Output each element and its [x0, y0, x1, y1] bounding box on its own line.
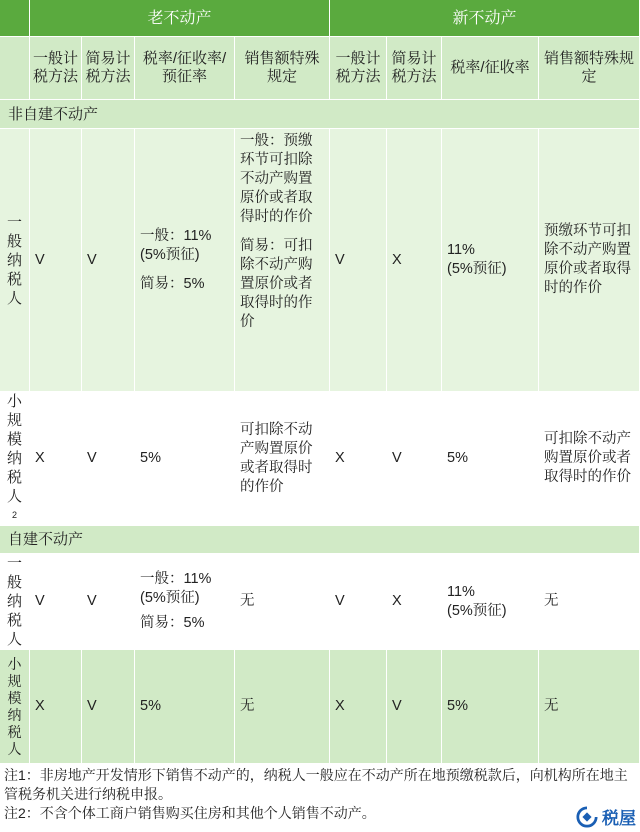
row2-old-rule: 可扣除不动产购置原价或者取得时的作价 [235, 392, 330, 526]
row1-old-rule [235, 129, 330, 392]
subheader-new-rate: 税率/征收率 [442, 37, 539, 100]
row1-old-rate-simple: 简易：5% [140, 275, 205, 292]
row4-label [0, 650, 30, 764]
row4-old-rule: 无 [235, 650, 330, 764]
row3-new-rate [442, 554, 539, 650]
row2-new-rate: 5% [442, 392, 539, 526]
row2-old-rate: 5% [135, 392, 235, 526]
row1-new-rule: 预缴环节可扣除不动产购置原价或者取得时的作价 [539, 129, 640, 392]
subheader-old-rule: 销售额特殊规定 [235, 37, 330, 100]
subheader-old-general: 一般计税方法 [30, 37, 82, 100]
section-self-built: 自建不动产 [0, 526, 640, 554]
row4-old-general: X [30, 650, 82, 764]
row1-new-rate-value: 11% [447, 242, 475, 258]
subheader-old-simple: 简易计税方法 [82, 37, 135, 100]
row2-label [0, 392, 30, 526]
row4-label-text: 小规模纳税人 [7, 655, 22, 757]
header-old-property: 老不动产 [30, 0, 330, 37]
row3-new-rate-prepay: (5%预征) [447, 602, 507, 619]
subheader-old-rate: 税率/征收率/预征率 [135, 37, 235, 100]
row2-label-wrap [7, 392, 23, 525]
row2-old-simple: V [82, 392, 135, 526]
row2-new-simple: V [387, 392, 442, 526]
row3-old-rate-general: 一般：11%(5%预征) [140, 571, 212, 606]
row4-old-rate: 5% [135, 650, 235, 764]
header-corner [0, 0, 30, 37]
row4-new-rule: 无 [539, 650, 640, 764]
section-non-self-built: 非自建不动产 [0, 100, 640, 129]
row1-new-rate [442, 129, 539, 392]
footnote-2: 注2：不含个体工商户销售购买住房和其他个人销售不动产。 [4, 805, 376, 821]
row2-new-rule: 可扣除不动产购置原价或者取得时的作价 [539, 392, 640, 526]
row3-old-rule: 无 [235, 554, 330, 650]
footnote-1: 注1：非房地产开发情形下销售不动产的，纳税人一般应在不动产所在地预缴税款后，向机构所在地主管税务机关进行纳税申报。 [4, 767, 628, 802]
row1-new-rate-prepay: (5%预征) [447, 261, 507, 277]
row1-old-general: V [30, 129, 82, 392]
row3-new-simple: X [387, 554, 442, 650]
row1-old-rate-general: 一般：11%(5%预征) [140, 227, 212, 263]
row3-label [0, 554, 30, 650]
logo-text: 税屋 [602, 809, 636, 828]
row3-new-rate-value: 11% [447, 583, 475, 600]
row4-new-simple: V [387, 650, 442, 764]
row4-new-general: X [330, 650, 387, 764]
row3-new-rule: 无 [539, 554, 640, 650]
row1-old-simple: V [82, 129, 135, 392]
row4-old-simple: V [82, 650, 135, 764]
shuiwu-logo [576, 804, 636, 829]
subheader-corner [0, 37, 30, 100]
row2-label-text: 小规模纳税人 [6, 393, 22, 505]
row1-new-general: V [330, 129, 387, 392]
row1-label [0, 129, 30, 392]
row3-old-rate [135, 554, 235, 650]
subheader-new-rule: 销售额特殊规定 [539, 37, 640, 100]
row3-label-text: 一般纳税人 [6, 555, 22, 648]
row1-old-rate [135, 129, 235, 392]
row1-label-text: 一般纳税人 [6, 213, 22, 307]
footnotes [4, 766, 636, 823]
subheader-new-simple: 简易计税方法 [387, 37, 442, 100]
row3-old-general: V [30, 554, 82, 650]
row2-new-general: X [330, 392, 387, 526]
row3-old-simple: V [82, 554, 135, 650]
row1-old-rule-general: 一般：预缴环节可扣除不动产购置原价或者取得时的作价 [240, 133, 313, 225]
row3-old-rate-simple: 简易：5% [140, 615, 205, 631]
subheader-new-general: 一般计税方法 [330, 37, 387, 100]
shuiwu-logo-icon [576, 806, 598, 828]
row2-label-note: 2 [11, 510, 17, 520]
row3-new-general: V [330, 554, 387, 650]
header-new-property: 新不动产 [330, 0, 640, 37]
row4-new-rate: 5% [442, 650, 539, 764]
row1-new-simple: X [387, 129, 442, 392]
row1-old-rule-simple: 简易：可扣除不动产购置原价或者取得时的作价 [240, 238, 313, 330]
row2-old-general: X [30, 392, 82, 526]
